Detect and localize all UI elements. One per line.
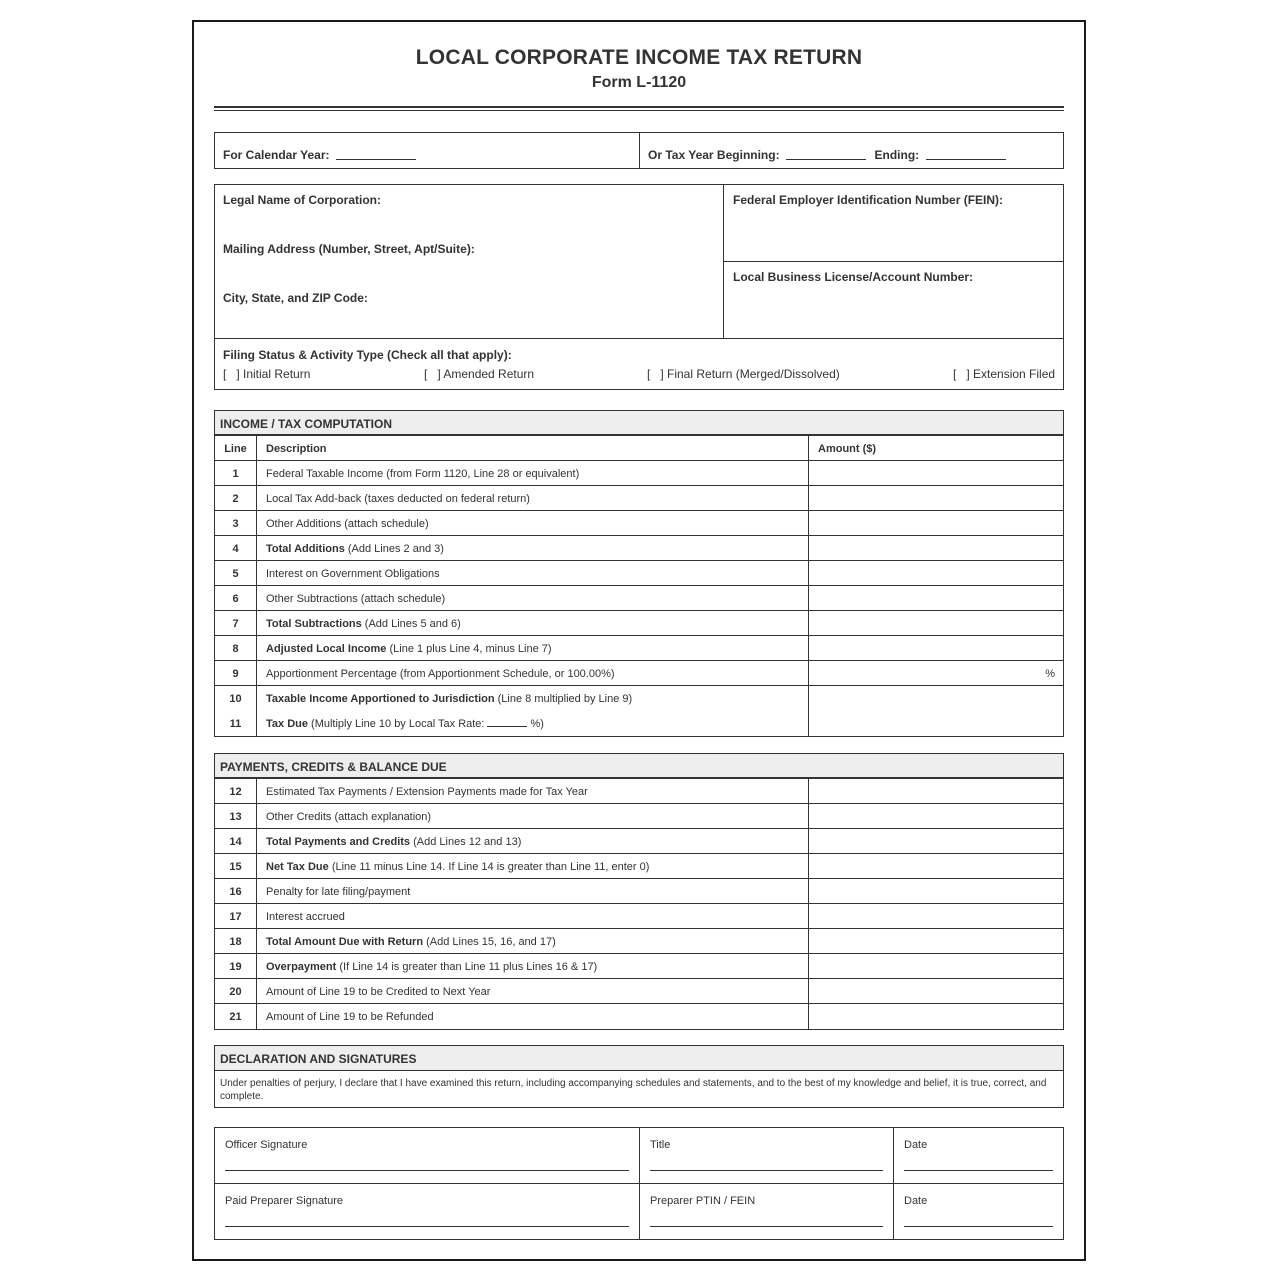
- preparer-date-cell[interactable]: [894, 1184, 1063, 1240]
- fiscal-year-cell: [640, 133, 1063, 168]
- officer-title-cell[interactable]: [640, 1128, 894, 1184]
- line-number: 9: [215, 661, 257, 685]
- ending-label: Ending:: [874, 148, 920, 162]
- amount-field[interactable]: [809, 929, 1063, 953]
- beginning-label: Or Tax Year Beginning:: [648, 148, 780, 162]
- table-row-line-3: [215, 511, 1063, 536]
- line-number: 18: [215, 929, 257, 953]
- form-title: LOCAL CORPORATE INCOME TAX RETURN: [415, 46, 863, 69]
- table-row-line-4: [215, 536, 1063, 561]
- line-description-text: Federal Taxable Income (from Form 1120, Line 28 or equivalent): [266, 468, 580, 480]
- income-tax-computation-section: [214, 410, 1064, 737]
- line-description-text: (Add Lines 12 and 13): [410, 836, 522, 848]
- line-number: 4: [215, 536, 257, 560]
- line-number: 10: [215, 686, 257, 711]
- line-description: [257, 661, 809, 685]
- amount-field[interactable]: [809, 904, 1063, 928]
- filing-status: [215, 339, 1063, 389]
- table-row-line-18: [215, 929, 1063, 954]
- line-description: [257, 854, 809, 878]
- table-row-line-15: [215, 854, 1063, 879]
- amount-field[interactable]: %: [1045, 668, 1055, 680]
- line-number: 6: [215, 586, 257, 610]
- line-description: [257, 486, 809, 510]
- line-description: [257, 829, 809, 853]
- line-description-text: (If Line 14 is greater than Line 11 plus Lines 16 & 17): [336, 961, 598, 973]
- table-row-line-6: [215, 586, 1063, 611]
- header-divider: [214, 106, 1064, 111]
- preparer-date-line[interactable]: [904, 1226, 1053, 1227]
- line-description-bold: Total Amount Due with Return: [266, 936, 424, 948]
- amount-field[interactable]: [809, 511, 1063, 535]
- preparer-ptin-cell[interactable]: [640, 1184, 894, 1240]
- line-description-bold: Total Subtractions: [266, 618, 362, 630]
- city-state-zip-field[interactable]: City, State, and ZIP Code:: [223, 291, 368, 305]
- checkbox-final-return[interactable]: [ ] Final Return (Merged/Dissolved): [647, 367, 840, 381]
- line-number: 16: [215, 879, 257, 903]
- amount-field[interactable]: [809, 461, 1063, 485]
- line-description-text: (Add Lines 15, 16, and 17): [423, 936, 556, 948]
- line-description-text: (Line 1 plus Line 4, minus Line 7): [386, 643, 552, 655]
- line-description: [257, 954, 809, 978]
- line-description-text: (Add Lines 2 and 3): [344, 543, 444, 555]
- amount-field[interactable]: [809, 536, 1063, 560]
- amount-field[interactable]: [809, 879, 1063, 903]
- table-row-line-17: [215, 904, 1063, 929]
- line-description: [257, 561, 809, 585]
- form-header: [214, 46, 1064, 92]
- line-description-text: Other Additions (attach schedule): [266, 518, 429, 530]
- line-description: [257, 804, 809, 828]
- line-description-text: Local Tax Add-back (taxes deducted on federal return): [266, 493, 530, 505]
- officer-date-label: Date: [904, 1139, 928, 1151]
- ending-date-field[interactable]: [926, 159, 1006, 160]
- table-row-line-9: [215, 661, 1063, 686]
- amount-field[interactable]: [809, 979, 1063, 1003]
- license-number-field[interactable]: Local Business License/Account Number:: [733, 270, 974, 284]
- declaration-text: Under penalties of perjury, I declare that I have examined this return, including accompanying schedules and statements, and to the best of my knowledge and belief, it is true, correct, and complete.: [220, 1078, 1047, 1102]
- payments-section-title: PAYMENTS, CREDITS & BALANCE DUE: [215, 754, 1063, 779]
- col-description-header: Description: [257, 436, 809, 460]
- line-description: [257, 511, 809, 535]
- line-description-text: Interest accrued: [266, 911, 345, 923]
- payments-credits-section: [214, 753, 1064, 1030]
- line-description-text: (Multiply Line 10 by Local Tax Rate:: [307, 718, 485, 730]
- income-section-title: INCOME / TAX COMPUTATION: [215, 411, 1063, 436]
- line-description: [257, 904, 809, 928]
- table-row-line-21: [215, 1004, 1063, 1029]
- table-row-line-10: [215, 686, 1063, 711]
- officer-signature-cell[interactable]: [215, 1128, 640, 1184]
- col-amount-header: Amount ($): [818, 443, 877, 455]
- amount-field[interactable]: [809, 954, 1063, 978]
- amount-field[interactable]: [809, 486, 1063, 510]
- line-number: 12: [215, 779, 257, 803]
- line-number: 19: [215, 954, 257, 978]
- calendar-year-cell: [215, 133, 640, 168]
- amount-field[interactable]: [809, 711, 1063, 736]
- tax-year-row: [214, 132, 1064, 169]
- line-description-text: (Add Lines 5 and 6): [361, 618, 461, 630]
- line-description: [257, 686, 809, 711]
- line-description-text: Apportionment Percentage (from Apportionment Schedule, or 100.00%): [266, 668, 615, 680]
- preparer-ptin-line[interactable]: [650, 1226, 883, 1227]
- col-line-header: Line: [215, 436, 257, 460]
- checkbox-initial-return[interactable]: [ ] Initial Return: [223, 367, 311, 381]
- line-number: 7: [215, 611, 257, 635]
- line-number: 8: [215, 636, 257, 660]
- id-numbers: [724, 185, 1063, 339]
- line-number: 14: [215, 829, 257, 853]
- line-number: 20: [215, 979, 257, 1003]
- line-number: 15: [215, 854, 257, 878]
- preparer-signature-label: Paid Preparer Signature: [225, 1195, 344, 1207]
- table-row-line-20: [215, 979, 1063, 1004]
- line-description-text: Amount of Line 19 to be Credited to Next Year: [266, 986, 491, 998]
- officer-date-cell[interactable]: [894, 1128, 1063, 1184]
- legal-name-field[interactable]: Legal Name of Corporation:: [223, 193, 382, 207]
- line-description-text: Penalty for late filing/payment: [266, 886, 411, 898]
- line-description-text: Other Credits (attach explanation): [266, 811, 432, 823]
- line-description-text: Other Subtractions (attach schedule): [266, 593, 446, 605]
- signature-box: [214, 1127, 1064, 1240]
- table-row-line-19: [215, 954, 1063, 979]
- table-row-line-8: [215, 636, 1063, 661]
- line-description-text: Amount of Line 19 to be Refunded: [266, 1011, 434, 1023]
- line-description: [257, 586, 809, 610]
- preparer-signature-cell[interactable]: [215, 1184, 640, 1240]
- tax-form-page: [192, 20, 1086, 1261]
- line-description: [257, 779, 809, 803]
- line-description-text: (Line 8 multiplied by Line 9): [494, 693, 633, 705]
- calendar-year-label: For Calendar Year:: [223, 148, 330, 162]
- table-row-line-11: [215, 711, 1063, 736]
- amount-field[interactable]: [809, 1004, 1063, 1029]
- line-description: [257, 461, 809, 485]
- line-number: 11: [215, 711, 257, 736]
- mailing-address-field[interactable]: Mailing Address (Number, Street, Apt/Suite):: [223, 242, 475, 256]
- tax-rate-field[interactable]: [487, 726, 527, 727]
- officer-signature-label: Officer Signature: [225, 1139, 308, 1151]
- fein-field[interactable]: Federal Employer Identification Number (FEIN):: [724, 185, 1063, 262]
- line-description-bold: Total Payments and Credits: [266, 836, 411, 848]
- line-number: 1: [215, 461, 257, 485]
- declaration-title: DECLARATION AND SIGNATURES: [215, 1046, 1063, 1071]
- line-number: 3: [215, 511, 257, 535]
- line-description: [257, 929, 809, 953]
- line-description-bold: Overpayment: [266, 961, 337, 973]
- amount-field[interactable]: [809, 804, 1063, 828]
- line-description-bold: Taxable Income Apportioned to Jurisdiction: [266, 693, 495, 705]
- calendar-year-field[interactable]: [336, 159, 416, 160]
- preparer-signature-row: [215, 1184, 1063, 1240]
- line-description: [257, 979, 809, 1003]
- amount-field[interactable]: [809, 854, 1063, 878]
- preparer-date-label: Date: [904, 1195, 928, 1207]
- table-row-line-5: [215, 561, 1063, 586]
- amount-field[interactable]: [809, 561, 1063, 585]
- line-number: 21: [215, 1004, 257, 1029]
- table-row-line-16: [215, 879, 1063, 904]
- officer-signature-line[interactable]: [225, 1170, 629, 1171]
- table-row-line-14: [215, 829, 1063, 854]
- line-description-suffix: %): [530, 718, 544, 730]
- preparer-signature-line[interactable]: [225, 1226, 629, 1227]
- line-description-text: Interest on Government Obligations: [266, 568, 440, 580]
- line-description: [257, 1004, 809, 1029]
- checkbox-amended-return[interactable]: [ ] Amended Return: [424, 367, 535, 381]
- form-number: Form L-1120: [591, 74, 687, 91]
- beginning-date-field[interactable]: [786, 159, 866, 160]
- amount-field[interactable]: [809, 611, 1063, 635]
- officer-title-line[interactable]: [650, 1170, 883, 1171]
- table-row-line-12: [215, 779, 1063, 804]
- preparer-ptin-label: Preparer PTIN / FEIN: [650, 1195, 756, 1207]
- line-number: 2: [215, 486, 257, 510]
- line-description-text: Estimated Tax Payments / Extension Payments made for Tax Year: [266, 786, 588, 798]
- income-column-headers: [215, 436, 1063, 461]
- amount-field[interactable]: [809, 686, 1063, 711]
- filing-status-title: Filing Status & Activity Type (Check all that apply):: [223, 348, 512, 362]
- line-description-bold: Tax Due: [266, 718, 308, 730]
- taxpayer-identity-box: [214, 184, 1064, 390]
- line-description: [257, 879, 809, 903]
- table-row-line-13: [215, 804, 1063, 829]
- corporation-info: [215, 185, 724, 339]
- table-row-line-1: [215, 461, 1063, 486]
- line-description-text: (Line 11 minus Line 14. If Line 14 is greater than Line 11, enter 0): [328, 861, 650, 873]
- line-description: [257, 611, 809, 635]
- line-description: [257, 536, 809, 560]
- amount-field[interactable]: [809, 829, 1063, 853]
- amount-field[interactable]: [809, 779, 1063, 803]
- line-description: [257, 636, 809, 660]
- officer-date-line[interactable]: [904, 1170, 1053, 1171]
- declaration-section: [214, 1045, 1064, 1108]
- officer-signature-row: [215, 1128, 1063, 1184]
- line-description-bold: Adjusted Local Income: [266, 643, 387, 655]
- table-row-line-7: [215, 611, 1063, 636]
- line-description-bold: Total Additions: [266, 543, 345, 555]
- amount-field[interactable]: [809, 586, 1063, 610]
- checkbox-extension-filed[interactable]: [ ] Extension Filed: [953, 367, 1056, 381]
- line-number: 5: [215, 561, 257, 585]
- table-row-line-2: [215, 486, 1063, 511]
- line-number: 13: [215, 804, 257, 828]
- amount-field[interactable]: [809, 636, 1063, 660]
- line-number: 17: [215, 904, 257, 928]
- officer-title-label: Title: [650, 1139, 671, 1151]
- line-description-bold: Net Tax Due: [266, 861, 329, 873]
- line-description: [257, 711, 809, 736]
